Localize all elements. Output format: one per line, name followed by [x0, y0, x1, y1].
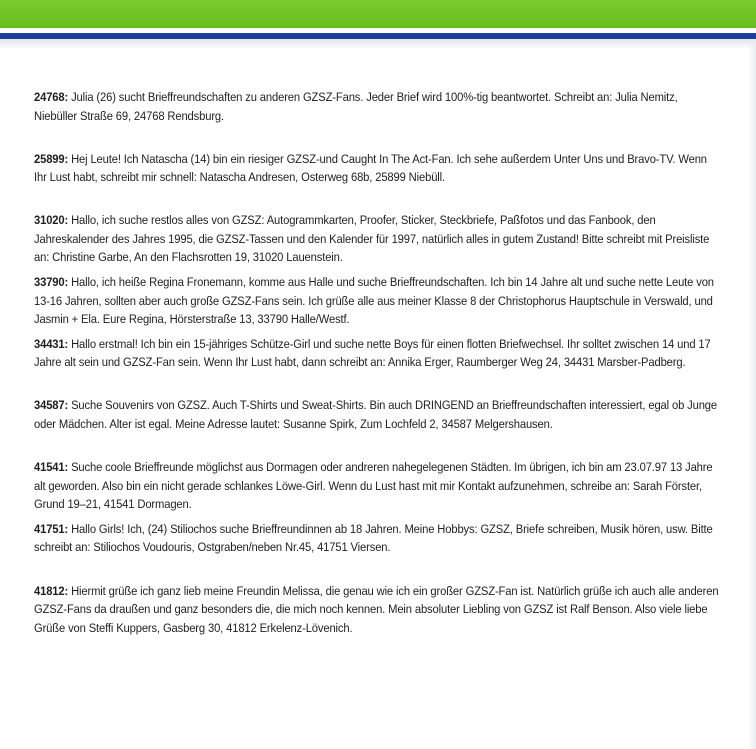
ad-text: Hallo, ich heiße Regina Fronemann, komme aus Halle und suche Brieffreundschaften. Ich bin 14 Jahre alt und suche nette Leute von 13-16 Jahren, sollten aber auch große GZSZ-Fans sein. Ich grüße alle aus meiner Klasse 8 der Christophorus Hauptschule in Verswald, und Jasmin + Ela. Eure Regina, Hörsterstraße 13, 33790 Halle/Westf.	[34, 275, 714, 327]
classified-ad	[34, 88, 722, 150]
ad-postal-code: 24768:	[34, 90, 69, 104]
classified-ad	[34, 458, 722, 520]
ad-postal-code: 25899:	[34, 151, 69, 166]
ad-postal-code: 41751:	[34, 521, 69, 536]
ad-postal-code: 33790:	[34, 275, 69, 290]
ad-text: Hallo, ich suche restlos alles von GZSZ: Autogrammkarten, Proofer, Sticker, Steckbriefe, Paßfotos und das Fanbook, den Jahreskalender des Jahres 1995, die GZSZ-Tassen und den Kalender für 1997, natürlich alles in gutem Zustand! Bitte schreibt mit Preisliste an: Christine Garbe, An den Flachsrotten 19, 31020 Lauenstein.	[34, 213, 710, 265]
ad-text: Hallo Girls! Ich, (24) Stiliochos suche Brieffreundinnen ab 18 Jahren. Meine Hobbys: GZSZ, Briefe schreiben, Musik hören, usw. Bitte schreibt an: Stiliochos Voudouris, Ostgraben/neben Nr.45, 41751 Viersen.	[34, 521, 713, 555]
classified-ad	[34, 150, 722, 212]
top-green-band	[0, 0, 756, 28]
ad-postal-code: 41541:	[34, 460, 69, 475]
ad-postal-code: 34431:	[34, 336, 69, 351]
classified-ad	[34, 520, 722, 582]
classified-ad	[34, 273, 722, 335]
ad-text: Hej Leute! Ich Natascha (14) bin ein riesiger GZSZ-und Caught In The Act-Fan. Ich sehe außerdem Unter Uns und Bravo-TV. Wenn Ihr Lust habt, schreibt mir schnell: Natascha Andresen, Osterweg 68b, 25899 Niebüll.	[34, 151, 707, 185]
top-shadow	[0, 39, 756, 49]
ad-text: Suche Souvenirs von GZSZ. Auch T-Shirts und Sweat-Shirts. Bin auch DRINGEND an Brieffreundschaften interessiert, egal ob Junge oder Mädchen. Alter ist egal. Meine Adresse lautet: Susanne Spirk, Zum Lochfeld 2, 34587 Melgershausen.	[34, 398, 718, 431]
classified-ad	[34, 211, 722, 273]
ad-text: Julia (26) sucht Brieffreundschaften zu anderen GZSZ-Fans. Jeder Brief wird 100%-tig beantwortet. Schreibt an: Julia Nemitz, Niebüller Straße 69, 24768 Rendsburg.	[34, 90, 678, 123]
ad-postal-code: 34587:	[34, 398, 69, 413]
classified-ad	[34, 335, 722, 397]
ad-text: Hiermit grüße ich ganz lieb meine Freundin Melissa, die genau wie ich ein großer GZSZ-Fan ist. Natürlich grüße ich auch alle anderen GZSZ-Fans da draußen und ganz besonders die, die mich noch kennen. Mein absoluter Liebling von GZSZ ist Ralf Benson. Also viele liebe Grüße von Steffi Kuppers, Gasberg 30, 41812 Erkelenz-Lövenich.	[34, 583, 719, 635]
ad-text: Hallo erstmal! Ich bin ein 15-jähriges Schütze-Girl und suche nette Boys für einen flotten Briefwechsel. Ihr solltet zwischen 14 und 17 Jahre alt sein und GZSZ-Fan sein. Wenn Ihr Lust habt, dann schreibt an: Annika Erger, Raumberger Weg 24, 34431 Marsber-Padberg.	[34, 336, 711, 370]
classified-ad	[34, 582, 722, 644]
ad-postal-code: 41812:	[34, 583, 69, 598]
ad-text: Suche coole Brieffreunde möglichst aus Dormagen oder andreren nahegelegenen Städten. Im übrigen, ich bin am 23.07.97 13 Jahre alt geworden. Also bin ein nicht gerade schlankes Löwe-Girl. Wenn du Lust hast mit mir Kontakt aufzunehmen, schreibe an: Sarah Förster, Grund 19–21, 41541 Dormagen.	[34, 460, 713, 512]
classified-ads-list	[34, 88, 724, 643]
ad-postal-code: 31020:	[34, 213, 69, 228]
classified-ad	[34, 396, 722, 458]
page-edge	[748, 40, 756, 749]
